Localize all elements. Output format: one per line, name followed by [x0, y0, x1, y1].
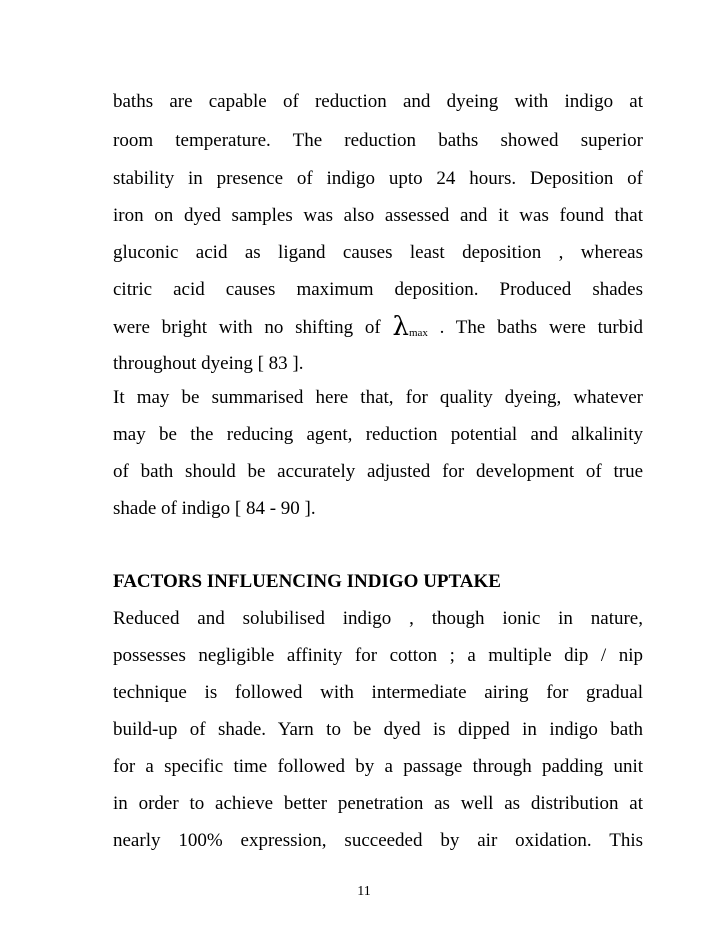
lambda-symbol: λ — [392, 312, 409, 342]
page-number: 11 — [357, 884, 371, 899]
text-line: may be the reducing agent, reduction potential and alkalinity — [113, 424, 643, 445]
text-line: of bath should be accurately adjusted for development of true — [113, 461, 643, 482]
text-segment: were bright with no shifting of — [113, 317, 393, 338]
text-line: iron on dyed samples was also assessed and it was found that — [113, 205, 643, 226]
text-line: It may be summarised here that, for quality dyeing, whatever — [113, 387, 643, 408]
lambda-max-line — [113, 312, 644, 344]
text-segment: . The baths were turbid — [427, 317, 644, 338]
text-line: Reduced and solubilised indigo , though ionic in nature, — [113, 608, 643, 629]
text-line: room temperature. The reduction baths showed superior — [113, 130, 643, 151]
text-line: citric acid causes maximum deposition. Produced shades — [113, 279, 643, 300]
text-line: in order to achieve better penetration as well as distribution at — [113, 793, 643, 814]
text-line: technique is followed with intermediate airing for gradual — [113, 682, 643, 703]
text-line: build-up of shade. Yarn to be dyed is dipped in indigo bath — [113, 719, 643, 740]
lambda-subscript: max — [408, 327, 428, 339]
text-line: nearly 100% expression, succeeded by air oxidation. This — [113, 830, 643, 851]
text-line: for a specific time followed by a passage through padding unit — [113, 756, 643, 777]
text-line: shade of indigo [ 84 - 90 ]. — [113, 498, 316, 519]
text-line: stability in presence of indigo upto 24 hours. Deposition of — [113, 168, 643, 189]
text-line: baths are capable of reduction and dyeing with indigo at — [113, 91, 643, 112]
text-line: gluconic acid as ligand causes least deposition , whereas — [113, 242, 643, 263]
section-heading: FACTORS INFLUENCING INDIGO UPTAKE — [113, 571, 501, 592]
text-line: possesses negligible affinity for cotton ; a multiple dip / nip — [113, 645, 643, 666]
text-line: throughout dyeing [ 83 ]. — [113, 353, 304, 374]
